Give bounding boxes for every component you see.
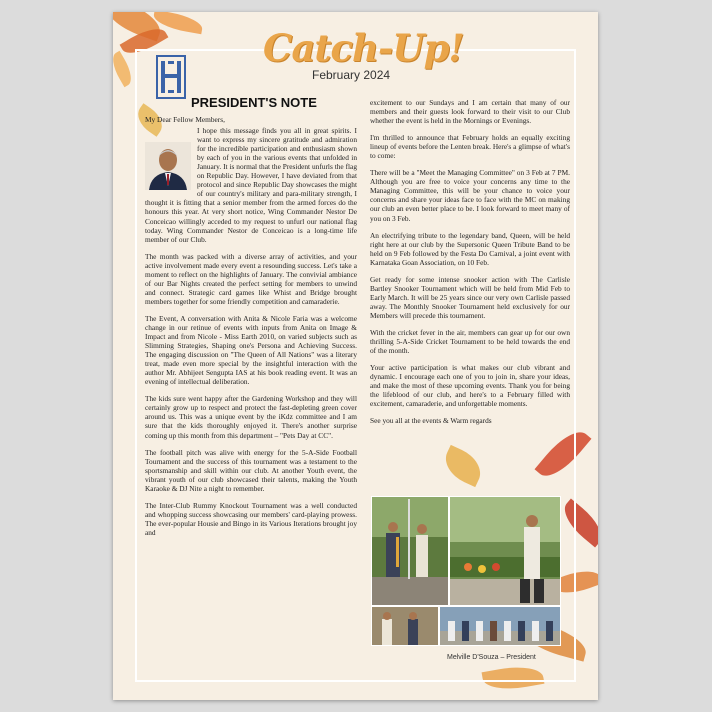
note-paragraph: An electrifying tribute to the legendary band, Queen, will be held right here at our club by the Supersonic Queen Tribute Band to be held on 9 Feb followed by the Festa Do Carnival, a joint event with Karnataka Goan Association, on 10 Feb. bbox=[370, 230, 570, 267]
signature-line: Melville D'Souza – President bbox=[447, 654, 536, 661]
newsletter-title: Catch-Up! bbox=[263, 26, 464, 70]
left-column bbox=[145, 115, 357, 545]
event-photo-group-small bbox=[371, 606, 439, 646]
newsletter-page bbox=[113, 12, 598, 700]
president-portrait bbox=[145, 142, 191, 190]
note-paragraph: There will be a "Meet the Managing Committee" on 3 Feb at 7 PM. Although you are free to voice your concerns any time to the Managing Committee, this will be your chance to voice your concerns and share your ideas face to face with the MC on making our club an even better place to be. I look forward to meet many of you on 3 Feb. bbox=[370, 168, 570, 223]
issue-date: February 2024 bbox=[312, 68, 391, 82]
note-paragraph: The month was packed with a diverse array of activities, and your active involvement made every event a resounding success. Let's take a moment to reflect on the highlights of January. The convivial ambiance of our Bar Nights created the perfect setting for members to unwind and connect. Strategic card games like Whist and Bridge brought members together for some friendly competition and camaraderie. bbox=[145, 251, 357, 306]
section-heading: PRESIDENT'S NOTE bbox=[191, 95, 317, 110]
event-photo-salute bbox=[449, 496, 561, 606]
note-paragraph: Your active participation is what makes our club vibrant and dynamic. I encourage each one of you to join in, share your ideas, and make the most of these upcoming events. Thank you for being the lifeblood of our club, and here's to a February filled with excitement, camaraderie, and unforgettable moments. bbox=[370, 363, 570, 409]
club-logo-icon bbox=[156, 55, 186, 99]
note-paragraph: I'm thrilled to announce that February holds an equally exciting lineup of events before the Lenten break. Here's a glimpse of what's to come: bbox=[370, 133, 570, 161]
event-photo-flag-hoisting bbox=[371, 496, 449, 606]
note-paragraph: The kids sure went happy after the Gardening Workshop and they will certainly grow up to respect and protect the fast-depleting green cover around us. This was a unique event by the iKdz committee and I am sure that the kids thoroughly enjoyed it. There's another surprise coming up this month from this department – "Pets Day at CC". bbox=[145, 394, 357, 440]
note-paragraph: Get ready for some intense snooker action with The Carlisle Bartley Snooker Tournament which will be held from Mid Feb to Early March. It will be 25 years since our very own Carlisle passed away. The Monthly Snooker Tournament held exclusively for our Members will precede this tournament. bbox=[370, 274, 570, 320]
note-paragraph: With the cricket fever in the air, members can gear up for our own thrilling 5-A-Side Cricket Tournament to be held towards the end of the month. bbox=[370, 327, 570, 356]
leaf-decoration bbox=[113, 51, 137, 87]
note-paragraph: The football pitch was alive with energy for the 5-A-Side Football Tournament and the success of this tournament was a testament to the sportsmanship and skill within our club. At another Youth event, the vibrant youth of our club showcased their talents, making the Youth Karaoke & DJ Nite a night to remember. bbox=[145, 447, 357, 493]
note-paragraph: The Event, A conversation with Anita & Nicole Faria was a welcome change in our retinue of events with inputs from Anita on Image & Impact and from Nicole - Miss Earth 2010, on varied subjects such as Slimming Strategies, Shaping one's Persona and Achieving Success. The engaging discussion on "The Queen of All Nations" was a literary treat, made even more special by the insightful interaction with the author Mr. Abhijeet Sengupta IAS at his book reading event. It was an evening of intellectual deliberation. bbox=[145, 313, 357, 387]
closing-line: See you all at the events & Warm regards bbox=[370, 416, 492, 426]
right-column bbox=[370, 98, 570, 433]
note-paragraph: excitement to our Sundays and I am certain that many of our members and their guests look forward to their visit to our Club whether the event is held in the Mornings or Evenings. bbox=[370, 98, 570, 126]
note-paragraph: The Inter-Club Rummy Knockout Tournament was a well conducted and whopping success showcasing our members' card-playing prowess. The ever-popular Housie and Bingo in its Various Iterations brought joy and bbox=[145, 500, 357, 537]
note-paragraph: I hope this message finds you all in great spirits. I want to express my sincere gratitude and admiration for the incredible participation and enthusiasm shown by each of you in the various events that unfolded in January. It is normal that the President unfurls the flag on Republic Day. However, I have deviated from that protocol and since Republic Day showcases the might of our country's military and para-military strength, I thought it is fitting that a senior member from the armed forces do the honours this year. At very short notice, Wing Commander Nestor De Conceicao willingly acceded to my request to unfurl our national flag today. Wing Commander Nestor de Conceicao is a long-time life member of our Club. bbox=[145, 126, 357, 244]
event-photo-group-wide bbox=[439, 606, 561, 646]
greeting: My Dear Fellow Members, bbox=[145, 115, 225, 124]
